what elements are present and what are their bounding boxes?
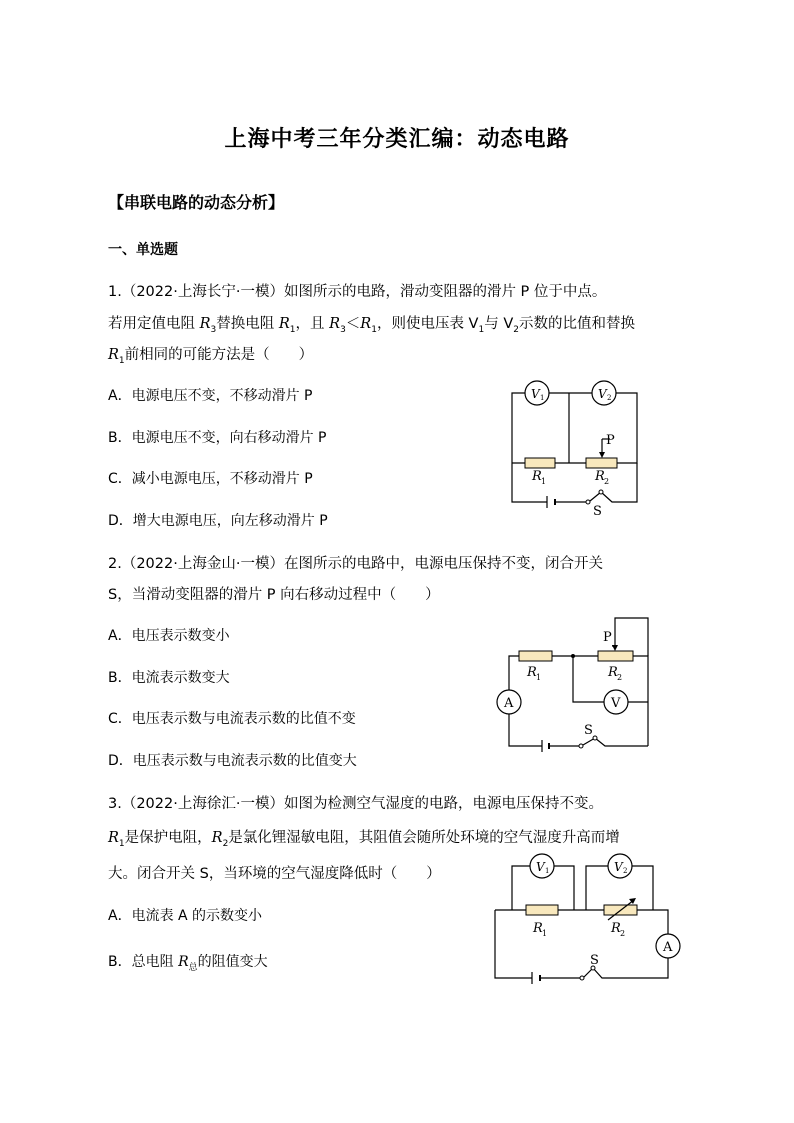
q1-p-label: P [606, 433, 615, 448]
q1-line3: $R_1$前相同的可能方法是（ ） [108, 347, 314, 366]
q1-option-a: A．电源电压不变，不移动滑片 P [108, 388, 313, 404]
q3-ammeter-label: A [663, 940, 673, 955]
q2-ammeter-label: A [504, 696, 514, 711]
q3-r1-sub: 1 [542, 929, 548, 938]
q1-option-c: C．减小电源电压，不移动滑片 P [108, 471, 313, 487]
q3-line1: 3.（2022·上海徐汇·一模）如图为检测空气湿度的电路，电源电压保持不变。 [108, 796, 603, 812]
q2-circuit-diagram [492, 612, 652, 757]
q2-r2-label: R [608, 665, 618, 680]
q2-option-d: D．电压表示数与电流表示数的比值变大 [108, 753, 357, 769]
q2-line2: S，当滑动变阻器的滑片 P 向右移动过程中（ ） [108, 587, 440, 603]
q1-line2: 若用定值电阻 $R_3$替换电阻 $R_1$，且 $R_3<R_1$，则使电压表 $V_1$与 $V_2$示数的比值和替换 [108, 316, 635, 335]
q3-line2: $R_1$是保护电阻，$R_2$是氯化锂湿敏电阻，其阻值会随所处环境的空气湿度升高而增 [108, 830, 620, 849]
q1-v2-sub: 2 [607, 394, 612, 402]
q2-r1-label: R [527, 665, 537, 680]
q1-circuit-diagram [500, 376, 650, 516]
q3-line3: 大。闭合开关 S，当环境的空气湿度降低时（ ） [108, 866, 441, 882]
q3-option-a: A．电流表 A 的示数变小 [108, 908, 263, 924]
q1-r1-sub: 1 [541, 477, 547, 486]
subsection-heading: 一、单选题 [108, 242, 178, 258]
q2-option-b: B．电流表示数变大 [108, 670, 230, 686]
q1-option-b: B．电源电压不变，向右移动滑片 P [108, 430, 327, 446]
q2-line1: 2.（2022·上海金山·一模）在图所示的电路中，电源电压保持不变，闭合开关 [108, 556, 603, 572]
q1-v2-label: V [598, 387, 607, 401]
q2-p-label: P [603, 630, 612, 645]
q1-v1-sub: 1 [540, 394, 545, 402]
q2-option-c: C．电压表示数与电流表示数的比值不变 [108, 711, 356, 727]
q2-r2-sub: 2 [617, 673, 623, 682]
q3-v1-label: V [536, 860, 545, 874]
q2-r1-sub: 1 [536, 673, 542, 682]
q2-s-label: S [584, 723, 593, 738]
q3-circuit-diagram [490, 852, 685, 992]
section-heading: 【串联电路的动态分析】 [108, 193, 285, 212]
q2-option-a: A．电压表示数变小 [108, 628, 230, 644]
q3-v2-sub: 2 [623, 867, 628, 875]
q3-r2-label: R [611, 921, 621, 936]
q1-s-label: S [593, 504, 602, 516]
q1-option-d: D．增大电源电压，向左移动滑片 P [108, 513, 328, 529]
q2-voltmeter-label: V [611, 696, 621, 711]
q1-r2-sub: 2 [604, 477, 610, 486]
q3-r2-sub: 2 [620, 929, 626, 938]
q1-r1-label: R [532, 469, 542, 484]
q1-v1-label: V [531, 387, 540, 401]
q1-line1: 1.（2022·上海长宁·一模）如图所示的电路，滑动变阻器的滑片 P 位于中点。 [108, 284, 607, 300]
q3-v2-label: V [614, 860, 623, 874]
q3-r1-label: R [533, 921, 543, 936]
document-title: 上海中考三年分类汇编：动态电路 [224, 127, 570, 152]
q3-v1-sub: 1 [545, 867, 550, 875]
q3-option-b: B．总电阻 $R_总$的阻值变大 [108, 954, 268, 973]
q1-r2-label: R [595, 469, 605, 484]
q3-s-label: S [590, 953, 599, 968]
